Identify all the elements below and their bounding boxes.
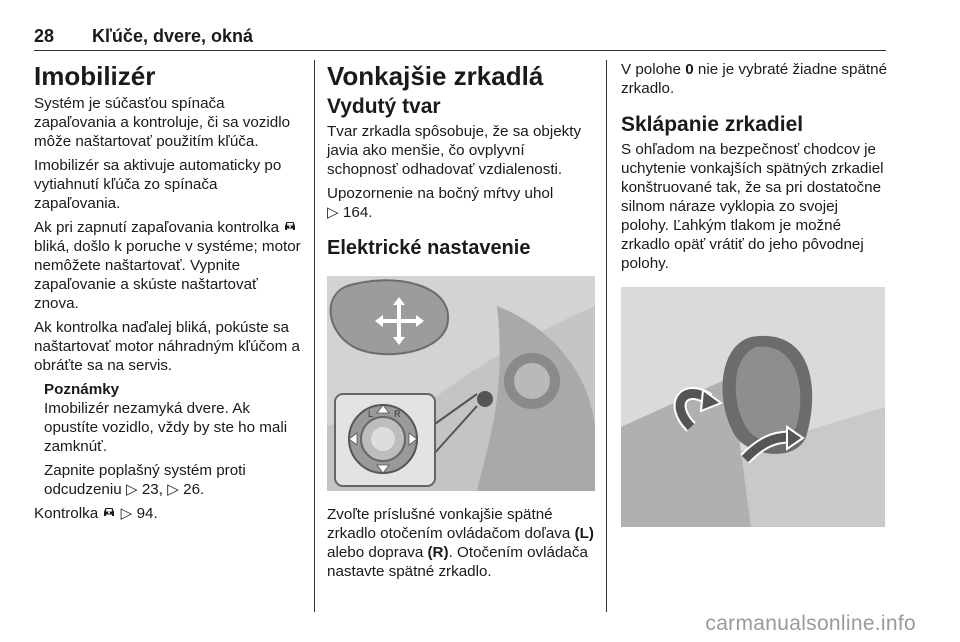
watermark: carmanualsonline.info [705, 612, 916, 635]
immobilizer-car-key-icon [283, 220, 297, 235]
cross-reference-arrow-icon: ▷ [327, 204, 339, 221]
subheading-convex: Vydutý tvar [327, 95, 441, 118]
section-heading-mirrors: Vonkajšie zrkadlá [327, 61, 544, 91]
page-number: 28 [34, 26, 55, 46]
knob-label-left: L [368, 409, 374, 419]
note-text [44, 461, 302, 499]
text: . Otočením ovládača nastavte spätné zrkadlo. [327, 544, 588, 580]
column-divider-2 [606, 60, 607, 612]
paragraph: Ak kontrolka naďalej bliká, pokúste sa naštartovať motor náhradným kľúčom a obráťte sa na servis. [34, 319, 300, 374]
paragraph: Imobilizér sa aktivuje automaticky po vytiahnutí kľúča zo spínača zapaľovania. [34, 157, 282, 212]
mirror-control-photo [327, 276, 595, 491]
paragraph [327, 184, 595, 222]
cross-reference-arrow-icon: ▷ [125, 481, 138, 498]
text: V polohe [621, 61, 681, 78]
mirror-folding-photo [621, 287, 889, 527]
column-mirror-folding [621, 60, 889, 527]
page-ref[interactable]: 94. [136, 505, 158, 522]
paragraph: Systém je súčasťou spínača zapaľovania a kontroluje, či sa vozidlo môže naštartovať použitím kľúča. [34, 95, 291, 150]
paragraph: Tvar zrkadla spôsobuje, že sa objekty javia ako menšie, čo ovplyvní schopnosť odhadovať vzdialenosti. [327, 123, 582, 178]
paragraph [621, 60, 889, 98]
cross-reference-arrow-icon: ▷ [167, 481, 179, 498]
section-heading-immobilizer: Imobilizér [34, 61, 156, 91]
text: Zapnite poplašný systém proti odcudzeniu [44, 462, 246, 498]
paragraph: S ohľadom na bezpečnosť chodcov je uchytenie vonkajších spätných zrkadiel konštruované tak, že sa pri dostatočne silnom náraze vyklopia zo svojej polohy. Ľahkým tlakom je možné zrkadlo opäť vrátiť do jeho pôvodnej polohy. [621, 141, 884, 272]
text: Ak pri zapnutí zapaľovania kontrolka [34, 219, 280, 236]
chapter-title: Kľúče, dvere, okná [92, 26, 253, 46]
paragraph [34, 218, 302, 313]
note-text: Imobilizér nezamyká dvere. Ak opustíte vozidlo, vždy by ste ho mali zamknúť. [44, 400, 288, 455]
column-divider-1 [314, 60, 315, 612]
text: (L) [574, 525, 594, 542]
text: Upozornenie na bočný mŕtvy uhol [327, 185, 554, 202]
text: Kontrolka [34, 505, 99, 522]
text: Zvoľte príslušné vonkajšie spätné zrkadlo otočením ovládačom doľava [327, 506, 571, 542]
column-exterior-mirrors [327, 60, 595, 586]
page-header [34, 26, 253, 47]
header-rule [34, 50, 886, 51]
paragraph [327, 505, 595, 581]
cross-reference-arrow-icon: ▷ [120, 505, 133, 522]
page-ref[interactable]: 26. [183, 481, 205, 498]
page-ref[interactable]: 164. [342, 204, 373, 221]
text: alebo doprava [327, 544, 424, 561]
text: (R) [427, 544, 449, 561]
paragraph [34, 504, 302, 523]
text: bliká, došlo k poruche v systéme; motor nemôžete naštartovať. Vypnite zapaľovanie a skúste naštartovať znova. [34, 238, 301, 312]
page-ref[interactable]: 23, [141, 481, 163, 498]
note-box [34, 380, 302, 499]
text: nie je vybraté žiadne spätné zrkadlo. [621, 61, 888, 97]
knob-label-right: R [394, 409, 401, 419]
immobilizer-car-key-icon [102, 506, 116, 521]
subheading-electric-adjustment: Elektrické nastavenie [327, 237, 531, 259]
text: 0 [685, 61, 694, 78]
column-immobilizer [34, 60, 302, 528]
subheading-folding: Sklápanie zrkadiel [621, 113, 804, 136]
note-title: Poznámky [44, 381, 120, 398]
